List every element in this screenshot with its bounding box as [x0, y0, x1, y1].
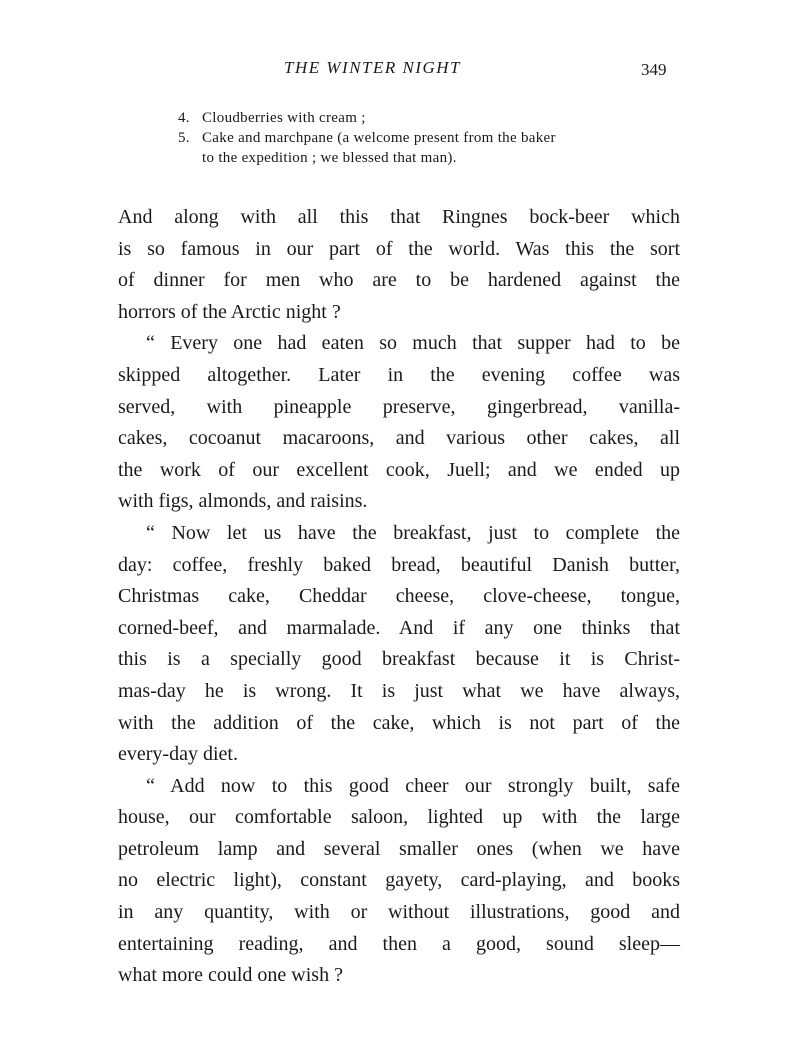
text-line: cakes, cocoanut macaroons, and various other cakes, all: [118, 427, 680, 450]
text-line: Christmas cake, Cheddar cheese, clove-cheese, tongue,: [118, 585, 680, 608]
paragraph: [118, 328, 680, 518]
text-line: skipped altogether. Later in the evening coffee was: [118, 363, 680, 386]
menu-list-text: Cloudberries with cream ;: [202, 110, 366, 126]
text-line: is so famous in our part of the world. Was this the sort: [118, 237, 680, 260]
text-line: with the addition of the cake, which is not part of the: [118, 711, 680, 734]
running-title: THE WINTER NIGHT: [284, 58, 462, 77]
text-line: horrors of the Arctic night ?: [118, 300, 341, 323]
menu-list-item: [178, 128, 678, 148]
text-line: And along with all this that Ringnes bock-beer which: [118, 206, 680, 228]
paragraph: [118, 202, 680, 328]
paragraph: [118, 771, 680, 992]
menu-list-number: 5.: [178, 130, 190, 146]
paragraph: [118, 518, 680, 771]
text-line: with figs, almonds, and raisins.: [118, 490, 368, 513]
text-line: the work of our excellent cook, Juell; and we ended up: [118, 458, 680, 481]
text-line: “ Add now to this good cheer our strongly built, safe: [146, 774, 680, 797]
running-head: [0, 58, 800, 88]
text-line: served, with pineapple preserve, gingerbread, vanilla-: [118, 395, 680, 418]
text-line: corned-beef, and marmalade. And if any one thinks that: [118, 616, 680, 639]
text-line: this is a specially good breakfast because it is Christ-: [118, 648, 680, 671]
menu-list-item: [178, 108, 678, 128]
text-line: house, our comfortable saloon, lighted up with the large: [118, 806, 680, 829]
text-line: every-day diet.: [118, 743, 238, 766]
menu-list-text: Cake and marchpane (a welcome present from the baker: [202, 130, 556, 146]
page-number: 349: [641, 60, 667, 79]
menu-list-number: 4.: [178, 110, 190, 126]
text-line: in any quantity, with or without illustrations, good and: [118, 901, 680, 924]
text-line: entertaining reading, and then a good, sound sleep—: [118, 932, 680, 955]
body-text: [118, 202, 680, 992]
text-line: no electric light), constant gayety, card-playing, and books: [118, 869, 680, 892]
text-line: day: coffee, freshly baked bread, beautiful Danish butter,: [118, 553, 680, 576]
menu-list-continuation: to the expedition ; we blessed that man).: [202, 150, 457, 166]
text-line: “ Every one had eaten so much that supper had to be: [146, 332, 680, 355]
text-line: “ Now let us have the breakfast, just to complete the: [146, 521, 680, 544]
text-line: what more could one wish ?: [118, 964, 343, 987]
text-line: mas-day he is wrong. It is just what we have always,: [118, 679, 680, 702]
text-line: of dinner for men who are to be hardened against the: [118, 269, 680, 292]
menu-list: [178, 108, 678, 168]
text-line: petroleum lamp and several smaller ones (when we have: [118, 837, 680, 860]
